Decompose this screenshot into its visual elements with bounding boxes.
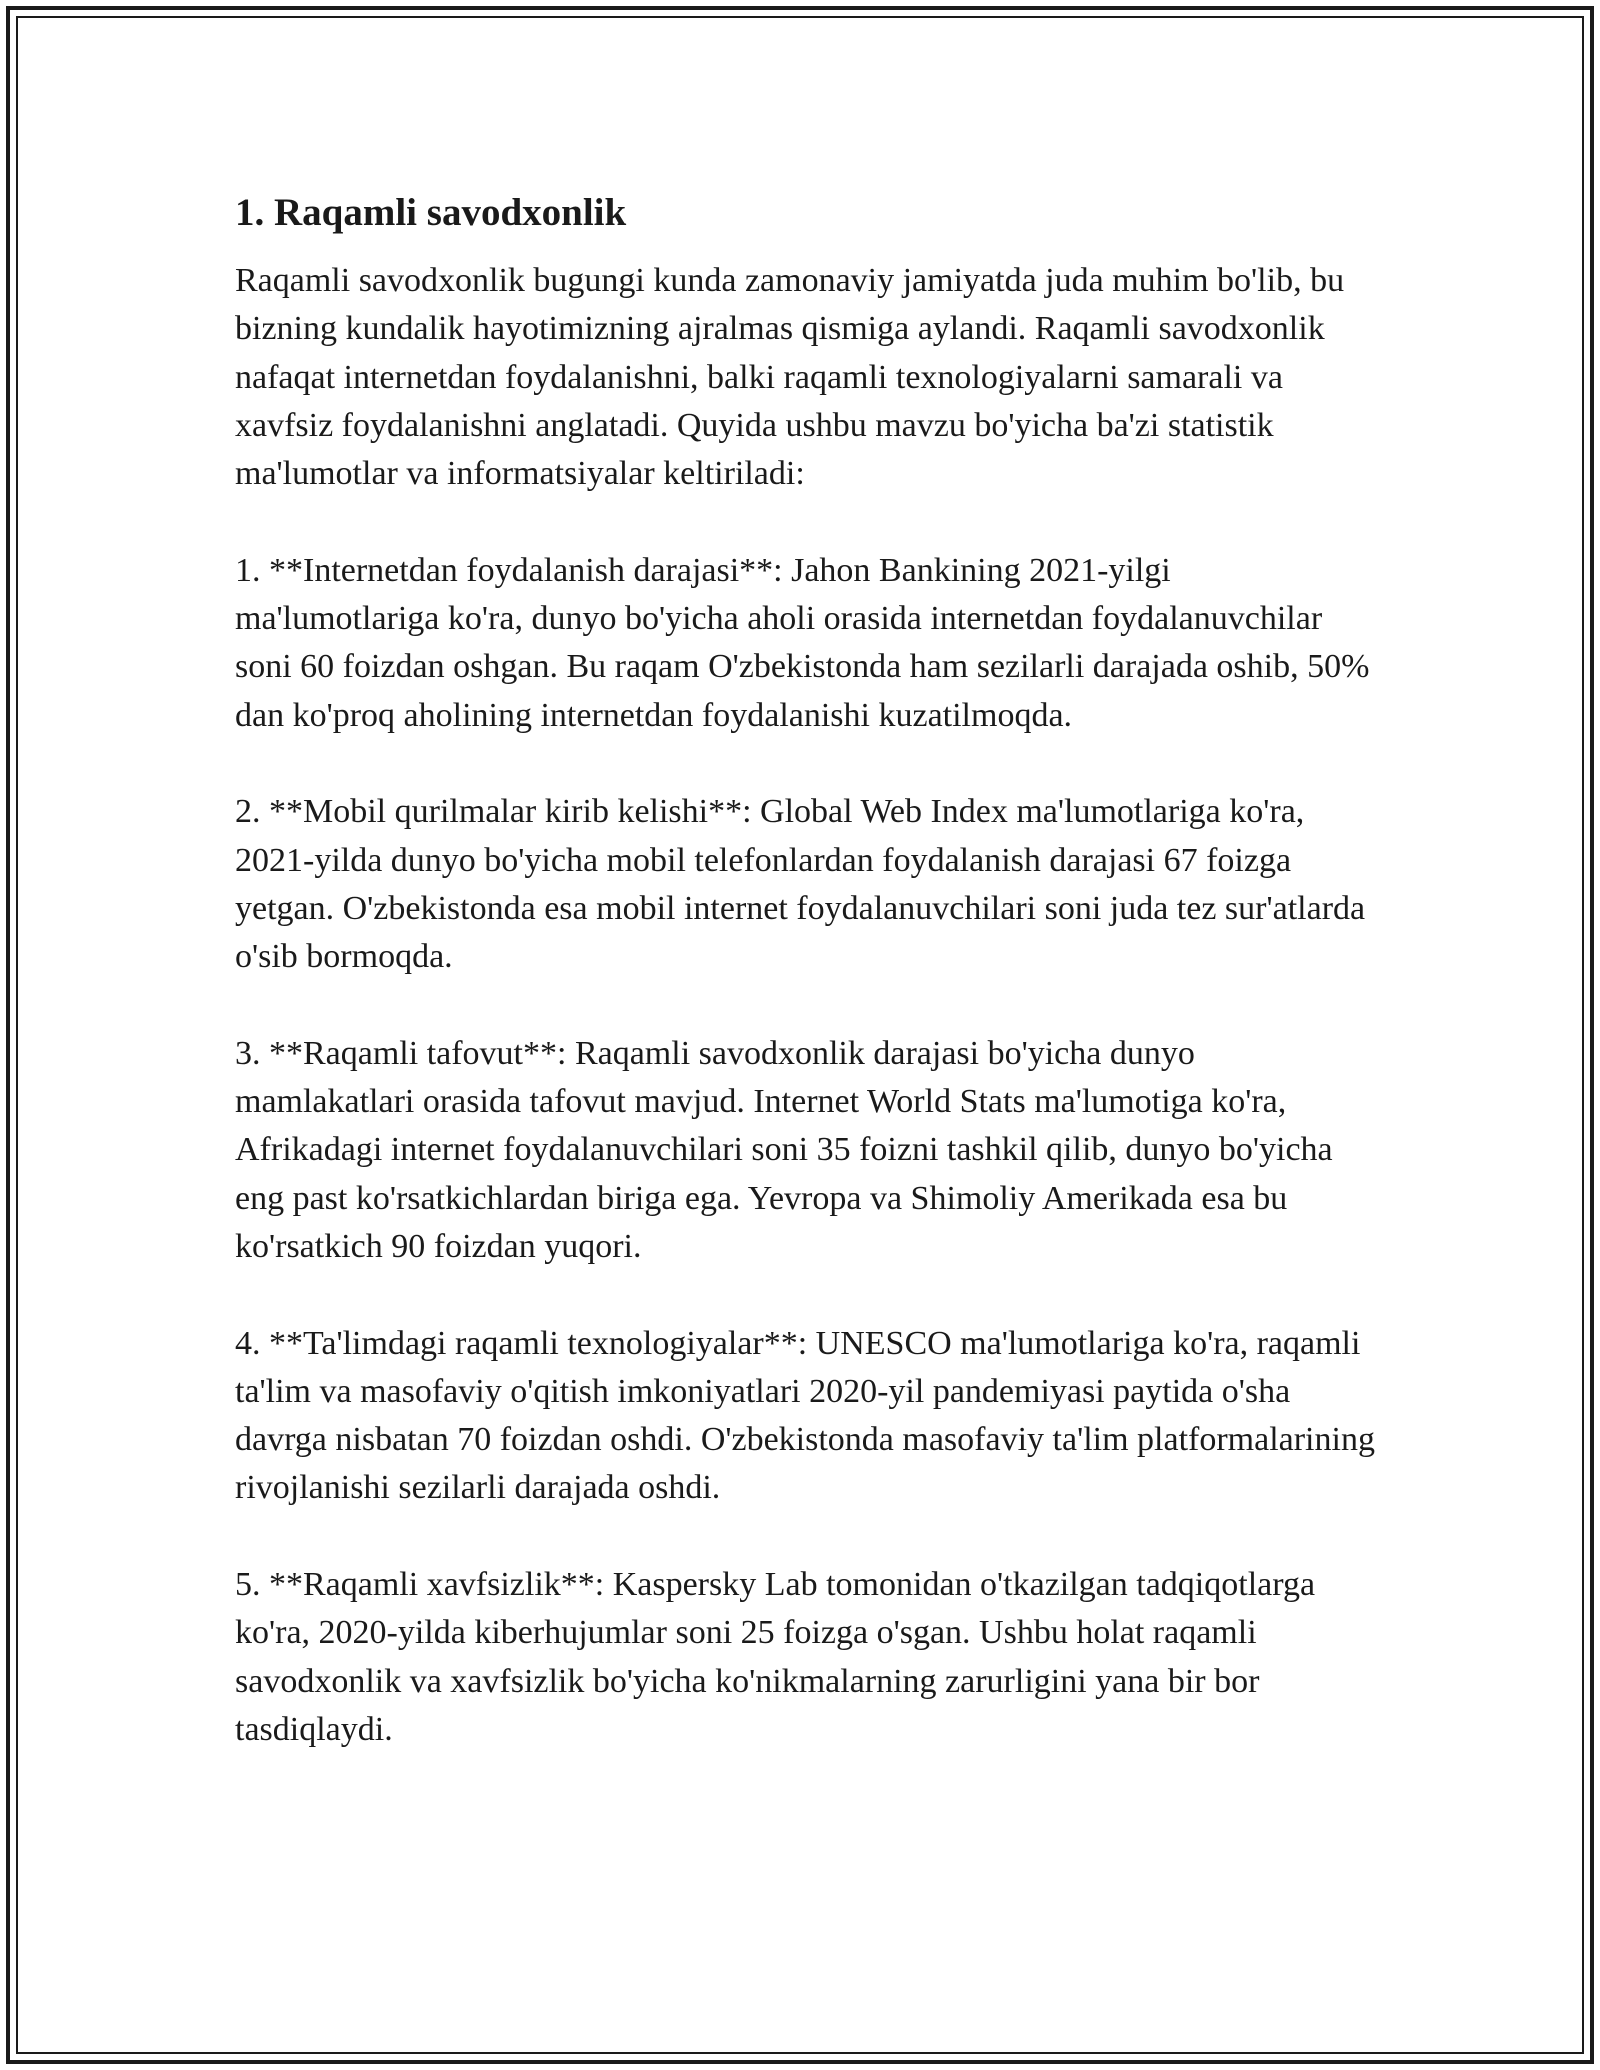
list-item-mobile-devices: 2. **Mobil qurilmalar kirib kelishi**: Global Web Index ma'lumotlariga ko'ra, 2021-yilda dunyo bo'yicha mobil telefonlardan foydalanish darajasi 67 foizga yetgan. O'zbekistonda esa mobil internet foydalanuvchilari soni juda tez sur'atlarda o'sib bormoqda.	[235, 793, 1366, 976]
document-body	[235, 188, 1375, 1754]
list-item-digital-security: 5. **Raqamli xavfsizlik**: Kaspersky Lab tomonidan o'tkazilgan tadqiqotlarga ko'ra, 2020-yilda kiberhujumlar soni 25 foizga o'sgan. Ushbu holat raqamli savodxonlik va xavfsizlik bo'yicha ko'nikmalarning zarurligini yana bir bor tasdiqlaydi.	[235, 1566, 1316, 1748]
list-item-internet-usage: 1. **Internetdan foydalanish darajasi**: Jahon Bankining 2021-yilgi ma'lumotlariga ko'ra, dunyo bo'yicha aholi orasida internetdan foydalanuvchilar soni 60 foizdan oshgan. Bu raqam O'zbekistonda ham sezilarli darajada oshib, 50% dan ko'proq aholining internetdan foydalanishi kuzatilmoqda.	[235, 551, 1370, 734]
paragraph-gap	[235, 981, 1375, 1029]
paragraph-gap	[235, 1271, 1375, 1319]
intro-paragraph: Raqamli savodxonlik bugungi kunda zamonaviy jamiyatda juda muhim bo'lib, bu bizning kundalik hayotimizning ajralmas qismiga aylandi. Raqamli savodxonlik nafaqat internetdan foydalanishni, balki raqamli texnologiyalarni samarali va xavfsiz foydalanishni anglatadi. Quyida ushbu mavzu bo'yicha ba'zi statistik ma'lumotlar va informatsiyalar keltiriladi:	[235, 262, 1345, 493]
paragraph-gap	[235, 740, 1375, 788]
paragraph-gap	[235, 498, 1375, 546]
list-item-digital-divide: 3. **Raqamli tafovut**: Raqamli savodxonlik darajasi bo'yicha dunyo mamlakatlari orasida tafovut mavjud. Internet World Stats ma'lumotiga ko'ra, Afrikadagi internet foydalanuvchilari soni 35 foizni tashkil qilib, dunyo bo'yicha eng past ko'rsatkichlardan biriga ega. Yevropa va Shimoliy Amerikada esa bu ko'rsatkich 90 foizdan yuqori.	[235, 1034, 1333, 1265]
paragraph-gap	[235, 1513, 1375, 1561]
list-item-education-tech: 4. **Ta'limdagi raqamli texnologiyalar**: UNESCO ma'lumotlariga ko'ra, raqamli ta'lim va masofaviy o'qitish imkoniyatlari 2020-yil pandemiyasi paytida o'sha davrga nisbatan 70 foizdan oshdi. O'zbekistonda masofaviy ta'lim platformalarining rivojlanishi sezilarli darajada oshdi.	[235, 1324, 1375, 1507]
document-title: 1. Raqamli savodxonlik	[235, 191, 627, 234]
